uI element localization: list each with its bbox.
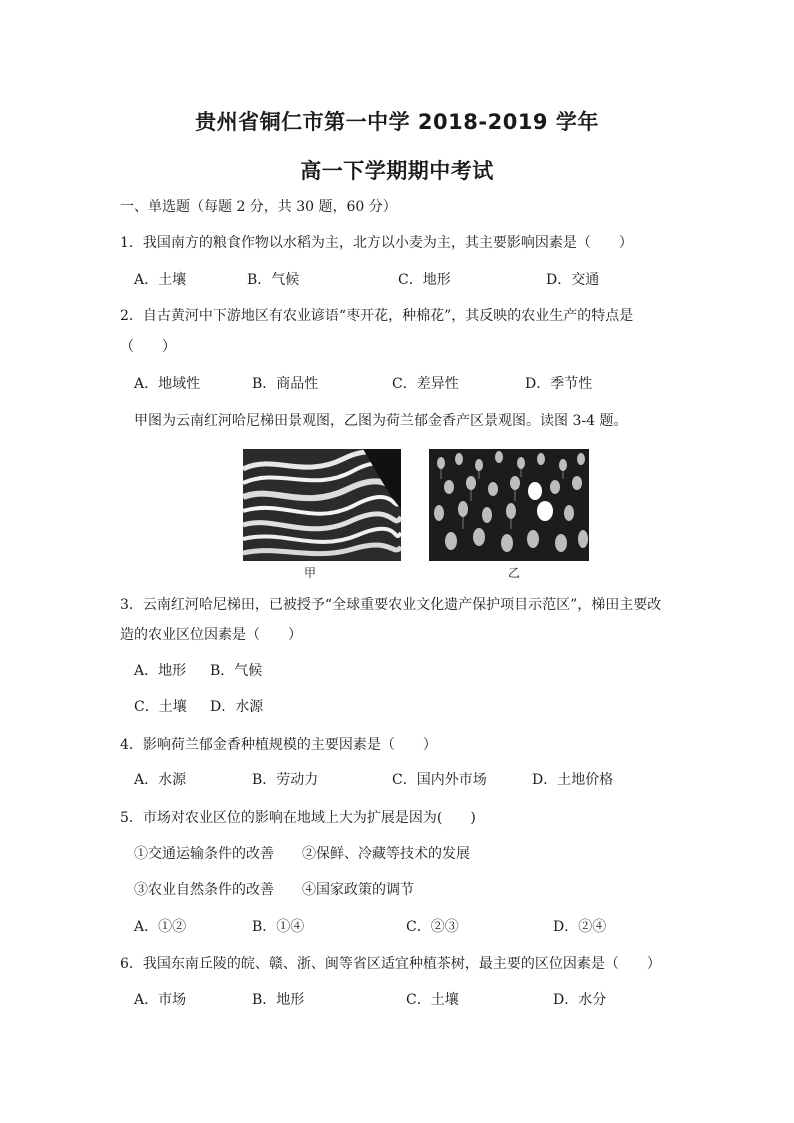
q5-statement-1: ①交通运输条件的改善 [134,846,274,862]
figure-intro: 甲图为云南红河哈尼梯田景观图，乙图为荷兰郁金香产区景观图。读图 3-4 题。 [134,413,628,429]
q5-option-b: B．①④ [252,919,305,935]
q5-statement-3: ③农业自然条件的改善 [134,882,274,898]
q1-option-b: B．气候 [247,272,300,288]
q5-stem: 5．市场对农业区位的影响在地域上大为扩展是因为( ) [120,810,476,826]
q3-option-c: C．土壤 [134,699,187,715]
q3-option-a: A．地形 [134,663,187,679]
exam-title-line1: 贵州省铜仁市第一中学 2018-2019 学年 [195,110,599,134]
q5-option-d: D．②④ [553,919,607,935]
q1-option-c: C．地形 [398,272,451,288]
q5-option-c: C．②③ [406,919,459,935]
terrace-photo [243,449,401,561]
q6-option-c: C．土壤 [406,992,459,1008]
q5-option-a: A．①② [134,919,187,935]
q2-stem-cont: （ ） [120,339,176,355]
q1-option-a: A．土壤 [134,272,187,288]
q3-stem: 3．云南红河哈尼梯田，已被授予“全球重要农业文化遗产保护项目示范区”，梯田主要改 [120,597,662,613]
q4-option-b: B．劳动力 [252,772,319,788]
q6-option-d: D．水分 [553,992,607,1008]
q3-option-d: D．水源 [210,699,264,715]
q2-option-c: C．差异性 [392,376,459,392]
q4-stem: 4．影响荷兰郁金香种植规模的主要因素是（ ） [120,737,437,753]
q4-option-a: A．水源 [134,772,187,788]
figure-caption-right: 乙 [508,566,521,580]
exam-title-line2: 高一下学期期中考试 [300,159,494,183]
figure-caption-left: 甲 [304,566,317,580]
q3-option-b: B．气候 [210,663,263,679]
q1-stem: 1．我国南方的粮食作物以水稻为主，北方以小麦为主，其主要影响因素是（ ） [120,235,633,251]
q6-option-b: B．地形 [252,992,305,1008]
q6-stem: 6．我国东南丘陵的皖、赣、浙、闽等省区适宜种植茶树，最主要的区位因素是（ ） [120,956,661,972]
q5-statement-2: ②保鲜、冷藏等技术的发展 [302,846,470,862]
q5-statement-4: ④国家政策的调节 [302,882,414,898]
q4-option-c: C．国内外市场 [392,772,487,788]
q6-option-a: A．市场 [134,992,187,1008]
q2-option-a: A．地域性 [134,376,201,392]
q3-stem-cont: 造的农业区位因素是（ ） [120,627,302,643]
q2-option-b: B．商品性 [252,376,319,392]
q2-option-d: D．季节性 [525,376,593,392]
q1-option-d: D．交通 [546,272,600,288]
section-heading: 一、单选题（每题 2 分，共 30 题，60 分） [120,199,397,215]
tulip-photo [429,449,589,561]
q2-stem: 2．自古黄河中下游地区有农业谚语“枣开花，种棉花”，其反映的农业生产的特点是 [120,308,634,324]
q4-option-d: D．土地价格 [532,772,614,788]
